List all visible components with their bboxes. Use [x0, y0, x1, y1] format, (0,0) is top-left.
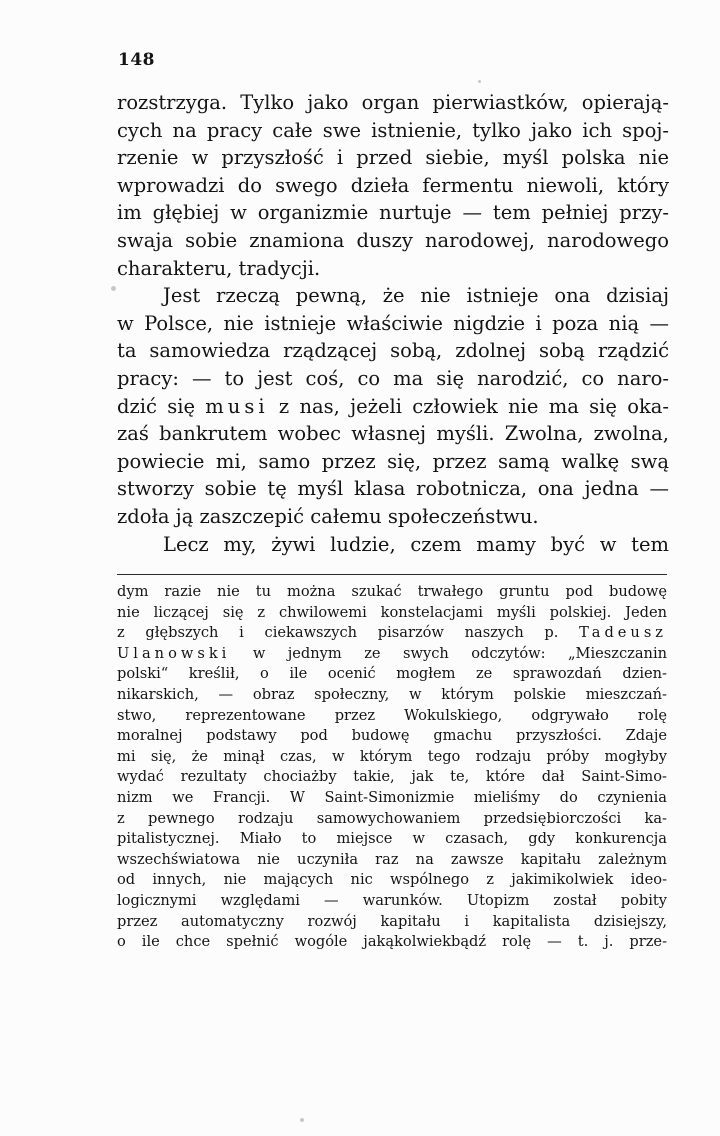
text-line: zaś bankrutem wobec własnej myśli. Zwolna, zwolna,	[117, 422, 669, 446]
text-line: zdoła ją zaszczepić całemu społeczeństwu.	[117, 504, 539, 528]
page-number: 148	[118, 50, 155, 70]
text-line: w Polsce, nie istnieje właściwie nigdzie i poza nią —	[117, 311, 669, 335]
footnote-line: polski“ kreślił, o ile ocenić mogłem ze sprawozdań dzien-	[117, 665, 667, 683]
paragraph-start-line: Jest rzeczą pewną, że nie istnieje ona dzisiaj	[163, 284, 669, 308]
text-line: stworzy sobie tę myśl klasa robotnicza, ona jedna —	[117, 477, 669, 501]
footnote-line: nizm we Francji. W Saint-Simonizmie mieliśmy do czynienia	[117, 788, 667, 806]
scan-speck	[111, 286, 116, 291]
text-line: pracy: — to jest coś, co ma się narodzić, co naro-	[117, 366, 669, 390]
footnote-line: od innych, nie mających nic wspólnego z jakimikolwiek ideo-	[117, 871, 667, 889]
footnote-line: mi się, że minął czas, w którym tego rodzaju próby mogłyby	[117, 747, 667, 765]
text-line: wprowadzi do swego dzieła fermentu niewoli, który	[117, 173, 669, 197]
text-line: rzenie w przyszłość i przed siebie, myśl polska nie	[117, 146, 669, 170]
footnote-line: moralnej podstawy pod budowę gmachu przyszłości. Zdaje	[117, 727, 667, 745]
footnote-divider	[117, 574, 667, 575]
scan-speck	[478, 80, 481, 83]
text-line: cych na pracy całe swe istnienie, tylko jako ich spoj-	[117, 118, 669, 142]
text-line	[117, 393, 669, 421]
text-line: ta samowiedza rządzącej sobą, zdolnej sobą rządzić	[117, 339, 669, 363]
footnote-line	[117, 623, 667, 644]
text-line: im głębiej w organizmie nurtuje — tem pełniej przy-	[117, 201, 669, 225]
footnote-line: z pewnego rodzaju samowychowaniem przedsiębiorczości ka-	[117, 809, 667, 827]
footnote-line	[117, 644, 667, 665]
spaced-emphasis: musi	[205, 394, 269, 418]
footnote-line: wydać rezultaty chociażby takie, jak te, które dał Saint-Simo-	[117, 768, 667, 786]
spaced-name: Tadeusz	[579, 624, 667, 642]
footnote-line: przez automatyczny rozwój kapitału i kapitalista dzisiejszy,	[117, 912, 667, 930]
footnote-line: nikarskich, — obraz społeczny, w którym polskie mieszczań-	[117, 685, 667, 703]
footnote-line: pitalistycznej. Miało to miejsce w czasach, gdy konkurencja	[117, 830, 667, 848]
footnote	[117, 582, 667, 953]
footnote-line: nie liczącej się z chwilowemi konstelacjami myśli polskiej. Jeden	[117, 603, 667, 621]
spaced-name: Ulanowski	[117, 644, 231, 662]
footnote-line: o ile chce spełnić wogóle jakąkolwiekbądź rolę — t. j. prze-	[117, 933, 667, 951]
text-fragment: z głębszych i ciekawszych pisarzów naszych p.	[117, 624, 559, 642]
scan-speck	[300, 1118, 304, 1122]
main-text	[117, 89, 669, 558]
text-line: charakteru, tradycji.	[117, 256, 321, 280]
text-line: powiecie mi, samo przez się, przez samą walkę swą	[117, 449, 669, 473]
paragraph-start-line: Lecz my, żywi ludzie, czem mamy być w tem	[163, 532, 669, 556]
text-fragment: dzić się	[117, 394, 195, 418]
footnote-line: logicznymi względami — warunków. Utopizm został pobity	[117, 891, 667, 909]
footnote-line: wszechświatowa nie uczyniła raz na zawsze kapitału zależnym	[117, 850, 667, 868]
text-fragment: w jednym ze swych odczytów: „Mieszczanin	[252, 644, 668, 662]
footnote-line: dym razie nie tu można szukać trwałego gruntu pod budowę	[117, 583, 667, 600]
text-line: swaja sobie znamiona duszy narodowej, narodowego	[117, 228, 669, 252]
footnote-line: stwo, reprezentowane przez Wokulskiego, odgrywało rolę	[117, 706, 667, 724]
text-line: rozstrzyga. Tylko jako organ pierwiastków, opierają-	[117, 91, 669, 114]
text-fragment: z nas, jeżeli człowiek nie ma się oka-	[278, 394, 669, 418]
